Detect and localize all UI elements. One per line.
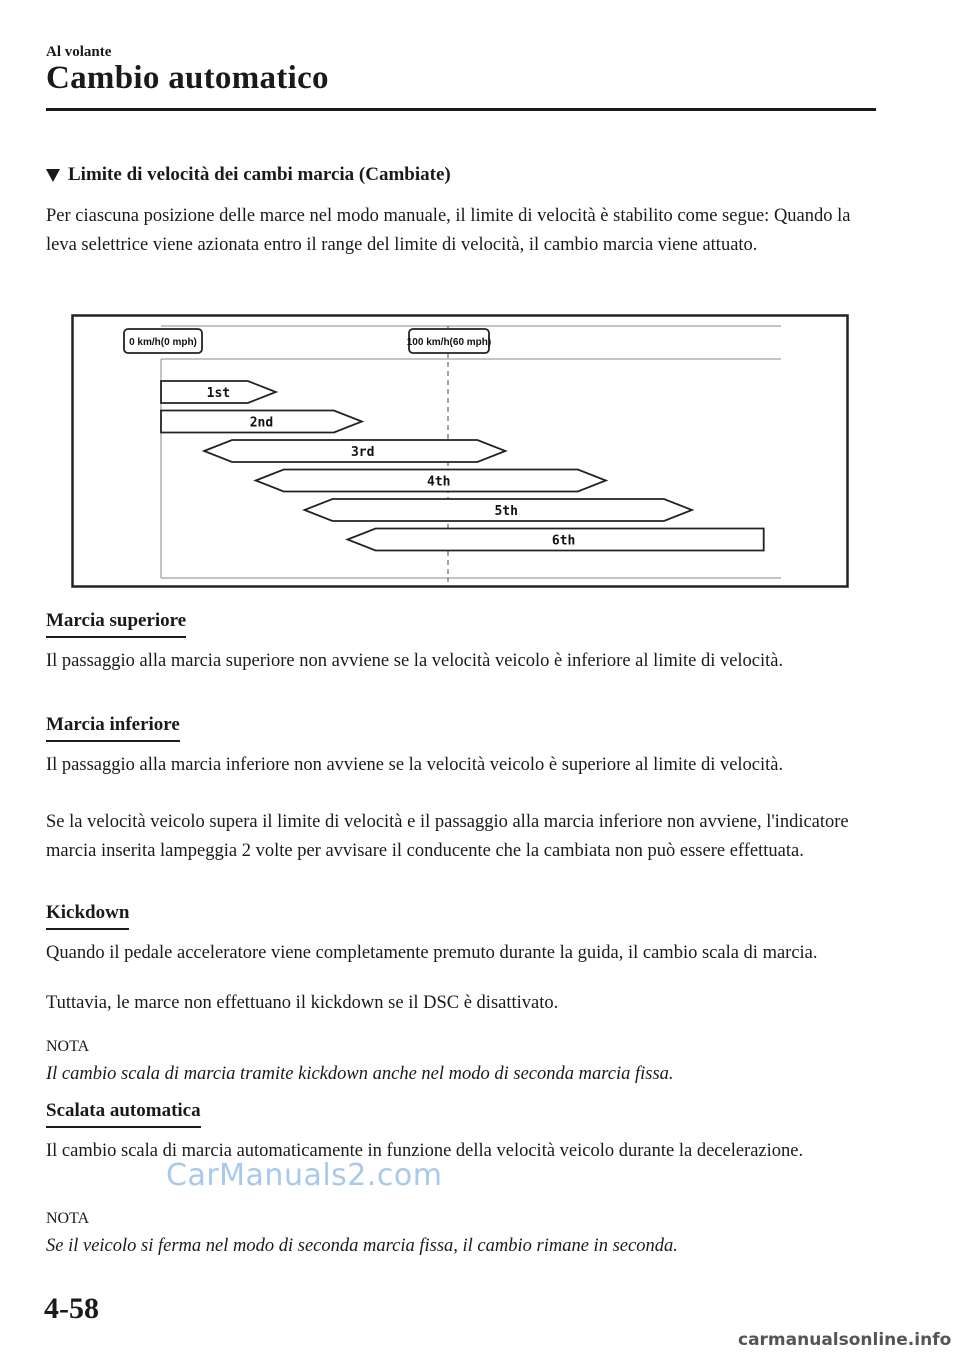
gear-label-5th: 5th <box>494 504 518 519</box>
gear-label-4th: 4th <box>427 474 451 490</box>
upshift-text: Il passaggio alla marcia superiore non avviene se la velocità veicolo è inferiore al limite di velocità. <box>46 651 784 671</box>
kickdown-text-1: Quando il pedale acceleratore viene completamente premuto durante la guida, il cambio scala di marcia. <box>46 943 818 963</box>
page-number: 4-58 <box>44 1292 99 1325</box>
triangle-bullet-icon <box>46 169 60 182</box>
nota-text-2: Se il veicolo si ferma nel modo di seconda marcia fissa, il cambio rimane in seconda. <box>46 1236 678 1256</box>
chapter-label: Al volante <box>46 44 112 60</box>
speed-start-label: 0 km/h(0 mph) <box>129 337 197 348</box>
downshift-text-2: Se la velocità veicolo supera il limite di velocità e il passaggio alla marcia inferiore non avviene, l'indicatore marcia inserita lampeggia 2 volte per avvisare il conducente che la cambiata non può essere effettuata. <box>46 812 849 861</box>
downshift-text-1: Il passaggio alla marcia inferiore non avviene se la velocità veicolo è superiore al limite di velocità. <box>46 755 784 775</box>
section-heading-text: Limite di velocità dei cambi marcia (Cambiate) <box>68 164 451 185</box>
section-intro: Per ciascuna posizione delle marce nel modo manuale, il limite di velocità è stabilito come segue: Quando la leva selettrice viene azionata entro il range del limite di velocità, il cambio marcia viene attuato. <box>46 206 851 255</box>
speed-mid-label-box <box>407 329 491 353</box>
title-divider <box>46 108 876 111</box>
kickdown-text-2: Tuttavia, le marce non effettuano il kickdown se il DSC è disattivato. <box>46 993 559 1013</box>
gear-label-6th: 6th <box>551 533 576 549</box>
speed-mid-label: 100 km/h(60 mph) <box>406 337 492 348</box>
gear-label-2nd: 2nd <box>249 415 274 431</box>
gear-speed-diagram <box>71 314 849 588</box>
nota-text-1: Il cambio scala di marcia tramite kickdown anche nel modo di seconda marcia fissa. <box>46 1064 674 1084</box>
downshift-heading: Marcia inferiore <box>46 714 180 742</box>
auto-downshift-text: Il cambio scala di marcia automaticamente in funzione della velocità veicolo durante la decelerazione. <box>46 1141 804 1161</box>
gear-label-3rd: 3rd <box>350 445 375 460</box>
footer-site: carmanualsonline.info <box>738 1330 952 1350</box>
section-heading <box>46 164 451 186</box>
gear-label-1st: 1st <box>206 386 231 401</box>
watermark: CarManuals2.com <box>166 1158 443 1193</box>
speed-start-label-box <box>124 329 202 353</box>
kickdown-heading: Kickdown <box>46 902 129 930</box>
upshift-heading: Marcia superiore <box>46 610 186 638</box>
nota-label-2: NOTA <box>46 1210 90 1227</box>
nota-label-1: NOTA <box>46 1038 90 1055</box>
page-title: Cambio automatico <box>46 60 329 96</box>
auto-downshift-heading: Scalata automatica <box>46 1100 201 1128</box>
